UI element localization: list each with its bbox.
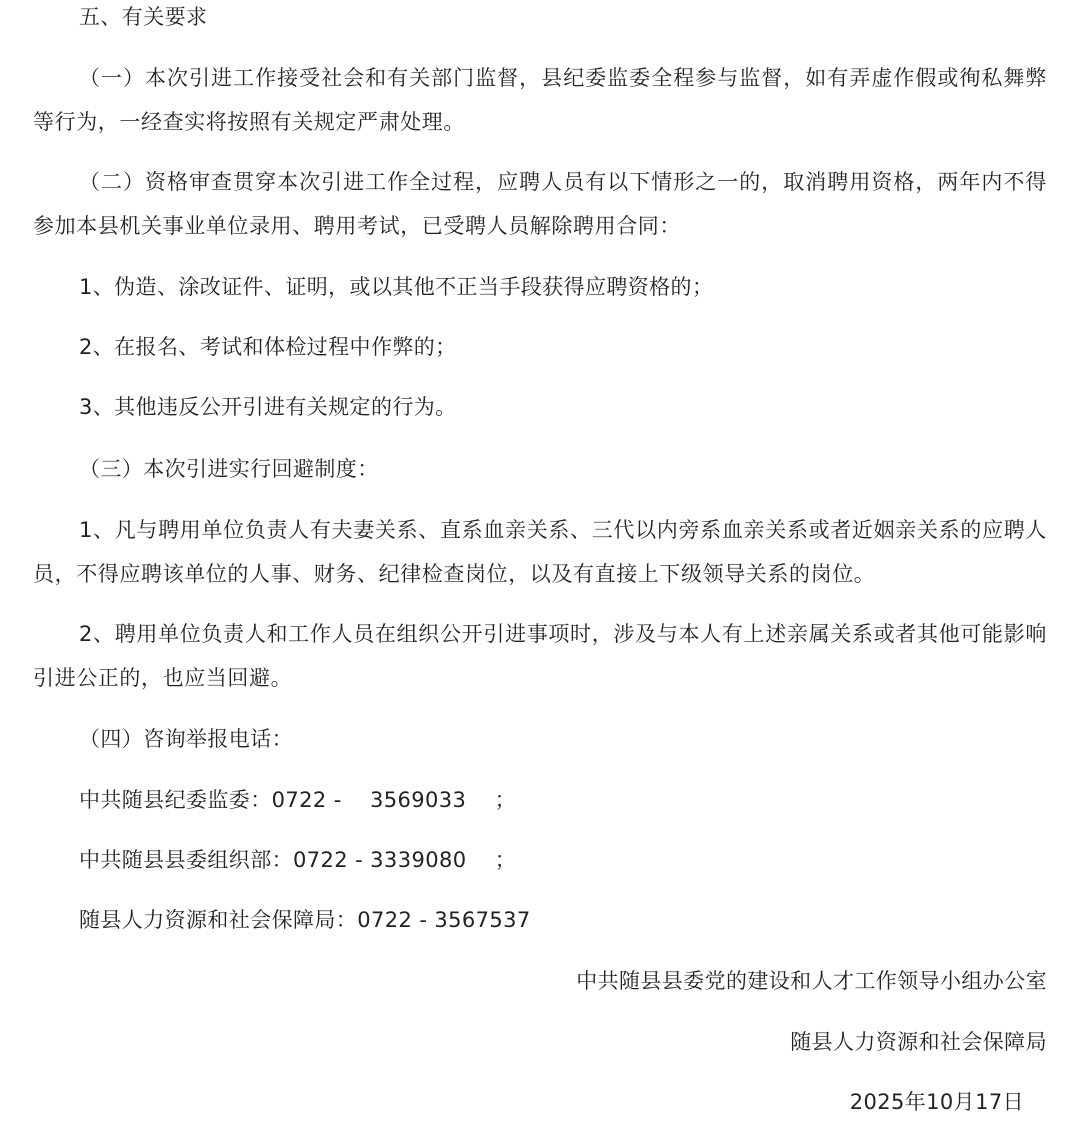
- signature-date: 2025年10月17日: [849, 1090, 1024, 1114]
- paragraph-qualification-review: （二）资格审查贯穿本次引进工作全过程，应聘人员有以下情形之一的，取消聘用资格，两年内不得参加本县机关事业单位录用、聘用考试，已受聘人员解除聘用合同：: [33, 170, 1047, 238]
- signature-office: 中共随县县委党的建设和人才工作领导小组办公室: [576, 969, 1047, 993]
- paragraph-supervision: （一）本次引进工作接受社会和有关部门监督，县纪委监委全程参与监督，如有弄虚作假或徇私舞弊等行为，一经查实将按照有关规定严肃处理。: [33, 66, 1047, 134]
- paragraph-recusal: （三）本次引进实行回避制度：: [79, 457, 379, 481]
- contact-discipline-commission: 中共随县纪委监委：0722 - 3569033 ；: [79, 788, 517, 812]
- list-item-other-violations: 3、其他违反公开引进有关规定的行为。: [79, 395, 457, 419]
- list-item-forgery: 1、伪造、涂改证件、证明，或以其他不正当手段获得应聘资格的；: [79, 275, 714, 299]
- contact-hr-bureau: 随县人力资源和社会保障局：0722 - 3567537: [79, 908, 531, 932]
- list-item-cheating: 2、在报名、考试和体检过程中作弊的；: [79, 335, 457, 359]
- paragraph-hotline-heading: （四）咨询举报电话：: [79, 727, 293, 751]
- paragraph-recusal-relatives: 1、凡与聘用单位负责人有夫妻关系、直系血亲关系、三代以内旁系血亲关系或者近姻亲关系的应聘人员，不得应聘该单位的人事、财务、纪律检查岗位，以及有直接上下级领导关系的岗位。: [33, 518, 1047, 586]
- signature-hr-bureau: 随县人力资源和社会保障局: [790, 1030, 1047, 1054]
- paragraph-recusal-staff: 2、聘用单位负责人和工作人员在组织公开引进事项时，涉及与本人有上述亲属关系或者其他可能影响引进公正的，也应当回避。: [33, 622, 1047, 690]
- section-heading: 五、有关要求: [79, 5, 208, 29]
- contact-organization-department: 中共随县县委组织部：0722 - 3339080 ；: [79, 848, 517, 872]
